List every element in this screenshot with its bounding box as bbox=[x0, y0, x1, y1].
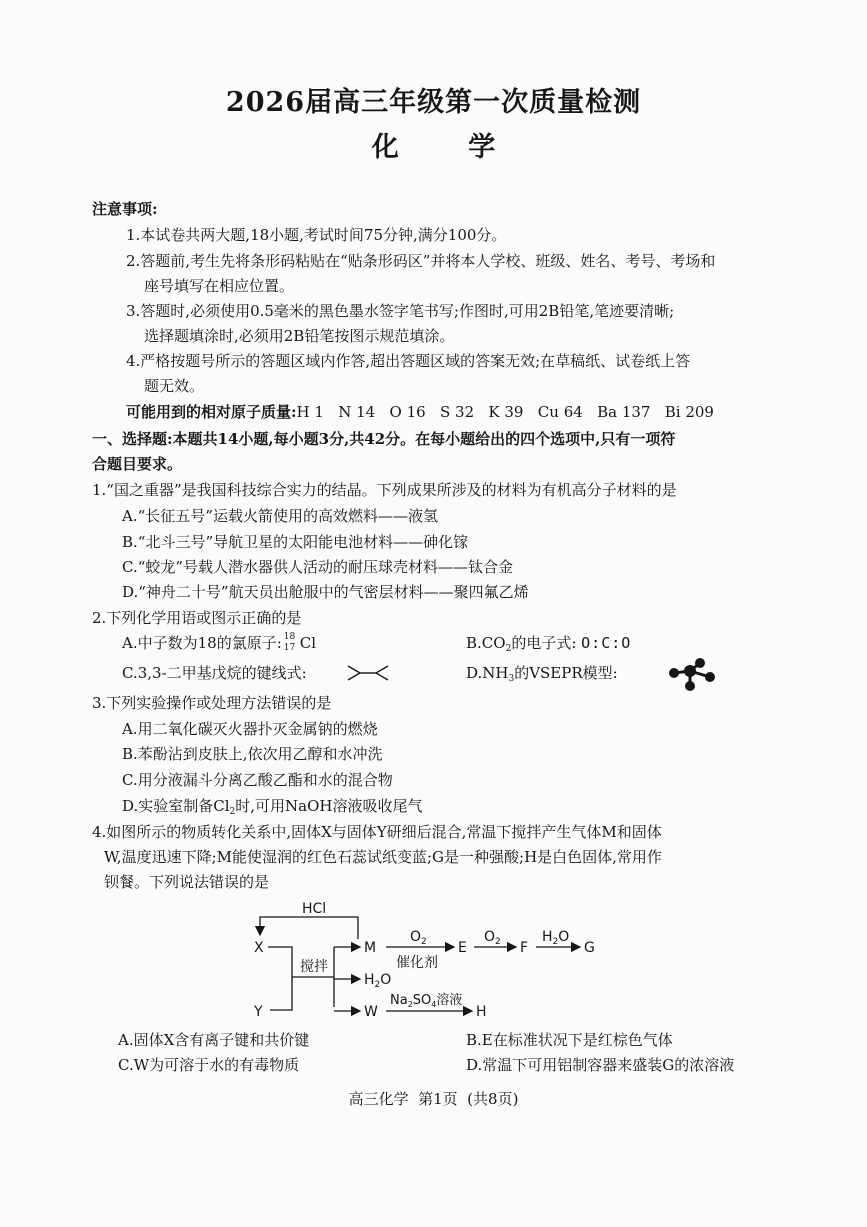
q3-option-b: B.苯酚沾到皮肤上,依次用乙醇和水冲洗 bbox=[122, 745, 383, 763]
notice-item: 2.答题前,考生先将条形码粘贴在“贴条形码区”并将本人学校、班级、姓名、考号、考场和 bbox=[126, 252, 716, 270]
diagram-catalyst: 催化剂 bbox=[396, 955, 438, 971]
diagram-f: F bbox=[520, 940, 529, 956]
diagram-stir: 搅拌 bbox=[300, 959, 328, 975]
atomic-mass-label: 可能用到的相对原子质量: bbox=[126, 403, 297, 421]
diagram-h2o: $H_2O$ bbox=[364, 972, 392, 990]
notice-heading: 注意事项: bbox=[92, 200, 158, 218]
q4-option-d: D.常温下可用铝制容器来盛装G的浓溶液 bbox=[466, 1056, 735, 1074]
diagram-m: M bbox=[364, 940, 377, 956]
notice-item: 3.答题时,必须使用0.5毫米的黑色墨水签字笔书写;作图时,可用2B铅笔,笔迹要清晰; bbox=[126, 302, 675, 320]
skeletal-formula-icon bbox=[346, 662, 390, 684]
q3-option-a: A.用二氧化碳灭火器扑灭金属钠的燃烧 bbox=[122, 720, 378, 738]
diagram-h2o-top: $H_2O$ bbox=[542, 929, 570, 947]
vsepr-model-icon bbox=[664, 655, 720, 691]
diagram-e: E bbox=[458, 940, 467, 956]
question-2-stem: 2.下列化学用语或图示正确的是 bbox=[92, 609, 302, 627]
diagram-h: H bbox=[476, 1004, 487, 1020]
section-heading-cont: 合题目要求。 bbox=[92, 455, 183, 473]
notice-item: 4.严格按题号所示的答题区域内作答,超出答题区域的答案无效;在草稿纸、试卷纸上答 bbox=[126, 352, 691, 370]
q1-option-d: D.“神舟二十号”航天员出舱服中的气密层材料——聚四氟乙烯 bbox=[122, 583, 529, 601]
q2-option-b: $B.CO_2$的电子式: O:C:O bbox=[466, 634, 632, 654]
q3-option-d: D.实验室制备$Cl_2$时,可用NaOH溶液吸收尾气 bbox=[122, 797, 423, 817]
question-4-line: 4.如图所示的物质转化关系中,固体X与固体Y研细后混合,常温下搅拌产生气体M和固体 bbox=[92, 823, 662, 841]
isotope-notation: 18 17 bbox=[283, 632, 296, 653]
diagram-na2so4: $Na_2SO_4$溶液 bbox=[390, 993, 463, 1009]
q4-option-b: B.E在标准状况下是红棕色气体 bbox=[466, 1031, 673, 1049]
diagram-o2-1: $O_2$ bbox=[410, 929, 427, 947]
page-footer: 高三化学 第1页 (共8页) bbox=[348, 1090, 519, 1108]
section-heading: 一、选择题:本题共14小题,每小题3分,共42分。在每小题给出的四个选项中,只有一项符 bbox=[92, 430, 676, 448]
diagram-g: G bbox=[584, 940, 595, 956]
subject-title: 化 学 bbox=[371, 132, 526, 163]
notice-item: 1.本试卷共两大题,18小题,考试时间75分钟,满分100分。 bbox=[126, 226, 507, 244]
q3-option-c: C.用分液漏斗分离乙酸乙酯和水的混合物 bbox=[122, 771, 393, 789]
notice-item: 题无效。 bbox=[144, 377, 205, 395]
q2-option-a: A.中子数为18的氯原子: 18 17 Cl bbox=[122, 632, 317, 653]
q1-option-c: C.“蛟龙”号载人潜水器供人活动的耐压球壳材料——钛合金 bbox=[122, 558, 514, 576]
diagram-x: X bbox=[254, 940, 264, 956]
q2-option-c: C.3,3-二甲基戊烷的键线式: bbox=[122, 664, 307, 682]
q1-option-a: A.“长征五号”运载火箭使用的高效燃料——液氢 bbox=[122, 507, 438, 525]
question-3-stem: 3.下列实验操作或处理方法错误的是 bbox=[92, 694, 332, 712]
question-4-line: W,温度迅速下降;M能使湿润的红色石蕊试纸变蓝;G是一种强酸;H是白色固体,常用作 bbox=[104, 848, 662, 866]
conversion-diagram bbox=[240, 895, 610, 1030]
atomic-mass-values: H 1 N 14 O 16 S 32 K 39 Cu 64 Ba 137 Bi 209 bbox=[296, 403, 714, 421]
diagram-y: Y bbox=[254, 1004, 263, 1020]
diagram-w: W bbox=[364, 1004, 378, 1020]
q4-option-a: A.固体X含有离子键和共价键 bbox=[118, 1031, 310, 1049]
q1-option-b: B.“北斗三号”导航卫星的太阳能电池材料——砷化镓 bbox=[122, 533, 469, 551]
co2-electron-formula: O:C:O bbox=[581, 634, 632, 652]
diagram-o2-2: $O_2$ bbox=[484, 929, 501, 947]
notice-item: 选择题填涂时,必须用2B铅笔按图示规范填涂。 bbox=[144, 327, 455, 345]
page-title: 2026届高三年级第一次质量检测 bbox=[225, 87, 642, 118]
q2-option-d: $D.NH_3$的VSEPR模型: bbox=[466, 664, 618, 684]
notice-item: 座号填写在相应位置。 bbox=[144, 277, 295, 295]
q4-option-c: C.W为可溶于水的有毒物质 bbox=[118, 1056, 300, 1074]
diagram-hcl: HCl bbox=[302, 901, 327, 917]
atomic-mass-line bbox=[126, 401, 714, 423]
question-4-line: 钡餐。下列说法错误的是 bbox=[104, 873, 270, 891]
question-1-stem: 1.“国之重器”是我国科技综合实力的结晶。下列成果所涉及的材料为有机高分子材料的是 bbox=[92, 481, 677, 499]
